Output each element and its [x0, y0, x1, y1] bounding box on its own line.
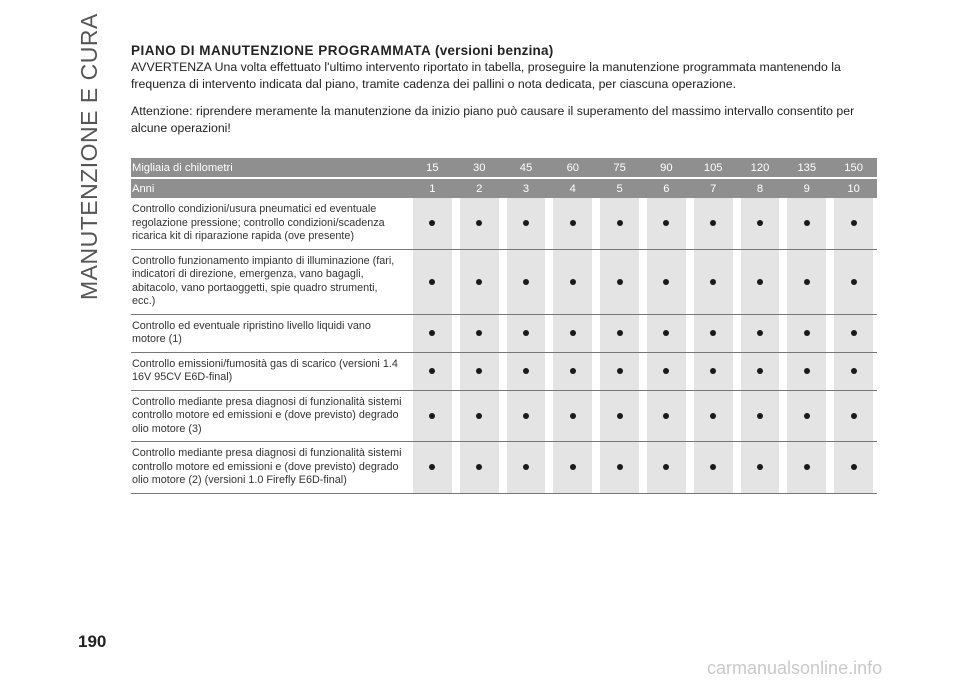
- scheduled-dot-icon: [804, 330, 810, 336]
- scheduled-dot-icon: [617, 220, 623, 226]
- years-header-row: [131, 177, 877, 198]
- schedule-cell: [456, 250, 503, 315]
- schedule-cell: [549, 391, 596, 443]
- scheduled-dot-icon: [804, 368, 810, 374]
- schedule-cell: [503, 353, 550, 391]
- schedule-cell: [783, 250, 830, 315]
- schedule-cell: [830, 391, 877, 443]
- attention-paragraph: Attenzione: riprendere meramente la manutenzione da inizio piano può causare il superamento del massimo intervallo consentito per alcune operazioni!: [131, 104, 855, 135]
- schedule-cell: [690, 198, 737, 250]
- schedule-cell: [456, 391, 503, 443]
- schedule-cell: [456, 442, 503, 494]
- schedule-cell: [549, 315, 596, 353]
- table-row: [131, 198, 877, 250]
- km-value: 45: [503, 158, 550, 177]
- scheduled-dot-icon: [851, 279, 857, 285]
- schedule-cell: [737, 442, 784, 494]
- scheduled-dot-icon: [757, 368, 763, 374]
- scheduled-dot-icon: [804, 464, 810, 470]
- schedule-cell: [409, 198, 456, 250]
- km-value: 90: [643, 158, 690, 177]
- schedule-cell: [643, 250, 690, 315]
- scheduled-dot-icon: [523, 279, 529, 285]
- year-value: 10: [830, 177, 877, 198]
- schedule-cell: [409, 442, 456, 494]
- schedule-cell: [783, 353, 830, 391]
- schedule-cell: [737, 198, 784, 250]
- km-value: 105: [690, 158, 737, 177]
- warning-paragraph: AVVERTENZA Una volta effettuato l'ultimo intervento riportato in tabella, proseguire la manutenzione programmata mantenendo la frequenza di intervento indicata dal piano, tramite cadenza dei pallini o nota dedicata, per ciascuna operazione.: [131, 60, 841, 91]
- main-content: [131, 42, 877, 494]
- year-value: 2: [456, 177, 503, 198]
- schedule-cell: [643, 315, 690, 353]
- schedule-cell: [643, 353, 690, 391]
- page-number: 190: [78, 632, 107, 651]
- schedule-cell: [690, 391, 737, 443]
- operation-description: Controllo condizioni/usura pneumatici ed eventuale regolazione pressione; controllo condizioni/scadenza ricarica kit di riparazione rapida (ove presente): [131, 198, 409, 250]
- scheduled-dot-icon: [851, 330, 857, 336]
- scheduled-dot-icon: [617, 464, 623, 470]
- schedule-cell: [830, 353, 877, 391]
- scheduled-dot-icon: [570, 279, 576, 285]
- scheduled-dot-icon: [851, 368, 857, 374]
- schedule-cell: [596, 391, 643, 443]
- scheduled-dot-icon: [476, 413, 482, 419]
- km-value: 135: [783, 158, 830, 177]
- table-row: [131, 250, 877, 315]
- schedule-cell: [409, 250, 456, 315]
- table-body: [131, 198, 877, 494]
- km-value: 75: [596, 158, 643, 177]
- schedule-cell: [737, 391, 784, 443]
- scheduled-dot-icon: [757, 279, 763, 285]
- table-row: [131, 391, 877, 443]
- operation-description: Controllo mediante presa diagnosi di funzionalità sistemi controllo motore ed emissioni e (dove previsto) degrado olio motore (3): [131, 391, 409, 443]
- operation-description: Controllo funzionamento impianto di illuminazione (fari, indicatori di direzione, emergenza, vano bagagli, abitacolo, vano portaoggetti, spie quadro strumenti, ecc.): [131, 250, 409, 315]
- schedule-cell: [596, 315, 643, 353]
- schedule-cell: [409, 315, 456, 353]
- schedule-cell: [503, 250, 550, 315]
- schedule-cell: [783, 442, 830, 494]
- operation-description: Controllo emissioni/fumosità gas di scarico (versioni 1.4 16V 95CV E6D-final): [131, 353, 409, 391]
- heading-main: PIANO DI MANUTENZIONE PROGRAMMATA: [131, 43, 431, 58]
- km-value: 120: [737, 158, 784, 177]
- scheduled-dot-icon: [523, 413, 529, 419]
- schedule-cell: [737, 315, 784, 353]
- schedule-cell: [456, 198, 503, 250]
- schedule-cell: [830, 198, 877, 250]
- schedule-cell: [830, 250, 877, 315]
- schedule-cell: [409, 353, 456, 391]
- km-label: Migliaia di chilometri: [131, 158, 409, 177]
- page-heading: [131, 42, 877, 59]
- scheduled-dot-icon: [804, 413, 810, 419]
- scheduled-dot-icon: [851, 220, 857, 226]
- scheduled-dot-icon: [851, 413, 857, 419]
- km-value: 60: [549, 158, 596, 177]
- operation-description: Controllo mediante presa diagnosi di funzionalità sistemi controllo motore ed emissioni e (dove previsto) degrado olio motore (2) (versioni 1.0 Firefly E6D-final): [131, 442, 409, 494]
- km-header-row: [131, 158, 877, 177]
- heading-sub: (versioni benzina): [435, 43, 554, 58]
- maintenance-table: [131, 158, 877, 494]
- scheduled-dot-icon: [663, 279, 669, 285]
- scheduled-dot-icon: [617, 330, 623, 336]
- year-value: 3: [503, 177, 550, 198]
- schedule-cell: [830, 315, 877, 353]
- year-value: 5: [596, 177, 643, 198]
- schedule-cell: [690, 315, 737, 353]
- schedule-cell: [503, 442, 550, 494]
- schedule-cell: [690, 442, 737, 494]
- schedule-cell: [737, 353, 784, 391]
- schedule-cell: [596, 198, 643, 250]
- schedule-cell: [549, 198, 596, 250]
- scheduled-dot-icon: [757, 413, 763, 419]
- schedule-cell: [783, 315, 830, 353]
- scheduled-dot-icon: [570, 330, 576, 336]
- schedule-cell: [830, 442, 877, 494]
- year-value: 4: [549, 177, 596, 198]
- scheduled-dot-icon: [570, 368, 576, 374]
- schedule-cell: [643, 391, 690, 443]
- km-value: 30: [456, 158, 503, 177]
- years-label: Anni: [131, 177, 409, 198]
- schedule-cell: [643, 442, 690, 494]
- year-value: 6: [643, 177, 690, 198]
- schedule-cell: [456, 315, 503, 353]
- scheduled-dot-icon: [476, 279, 482, 285]
- schedule-cell: [690, 353, 737, 391]
- scheduled-dot-icon: [523, 368, 529, 374]
- watermark: carmanualsonline.info: [707, 658, 883, 678]
- year-value: 1: [409, 177, 456, 198]
- schedule-cell: [503, 315, 550, 353]
- section-title: MANUTENZIONE E CURA: [76, 13, 102, 300]
- km-value: 15: [409, 158, 456, 177]
- schedule-cell: [409, 391, 456, 443]
- schedule-cell: [596, 353, 643, 391]
- scheduled-dot-icon: [757, 330, 763, 336]
- scheduled-dot-icon: [617, 368, 623, 374]
- scheduled-dot-icon: [617, 413, 623, 419]
- schedule-cell: [549, 250, 596, 315]
- schedule-cell: [503, 391, 550, 443]
- table-row: [131, 442, 877, 494]
- scheduled-dot-icon: [617, 279, 623, 285]
- table-row: [131, 353, 877, 391]
- table-row: [131, 315, 877, 353]
- scheduled-dot-icon: [429, 279, 435, 285]
- scheduled-dot-icon: [570, 413, 576, 419]
- schedule-cell: [783, 198, 830, 250]
- scheduled-dot-icon: [851, 464, 857, 470]
- schedule-cell: [737, 250, 784, 315]
- schedule-cell: [783, 391, 830, 443]
- schedule-cell: [549, 353, 596, 391]
- year-value: 9: [783, 177, 830, 198]
- schedule-cell: [503, 198, 550, 250]
- schedule-cell: [596, 442, 643, 494]
- scheduled-dot-icon: [804, 220, 810, 226]
- scheduled-dot-icon: [804, 279, 810, 285]
- schedule-cell: [456, 353, 503, 391]
- year-value: 8: [737, 177, 784, 198]
- schedule-cell: [643, 198, 690, 250]
- scheduled-dot-icon: [523, 330, 529, 336]
- scheduled-dot-icon: [710, 413, 716, 419]
- schedule-cell: [596, 250, 643, 315]
- year-value: 7: [690, 177, 737, 198]
- scheduled-dot-icon: [710, 279, 716, 285]
- operation-description: Controllo ed eventuale ripristino livello liquidi vano motore (1): [131, 315, 409, 353]
- schedule-cell: [549, 442, 596, 494]
- schedule-cell: [690, 250, 737, 315]
- km-value: 150: [830, 158, 877, 177]
